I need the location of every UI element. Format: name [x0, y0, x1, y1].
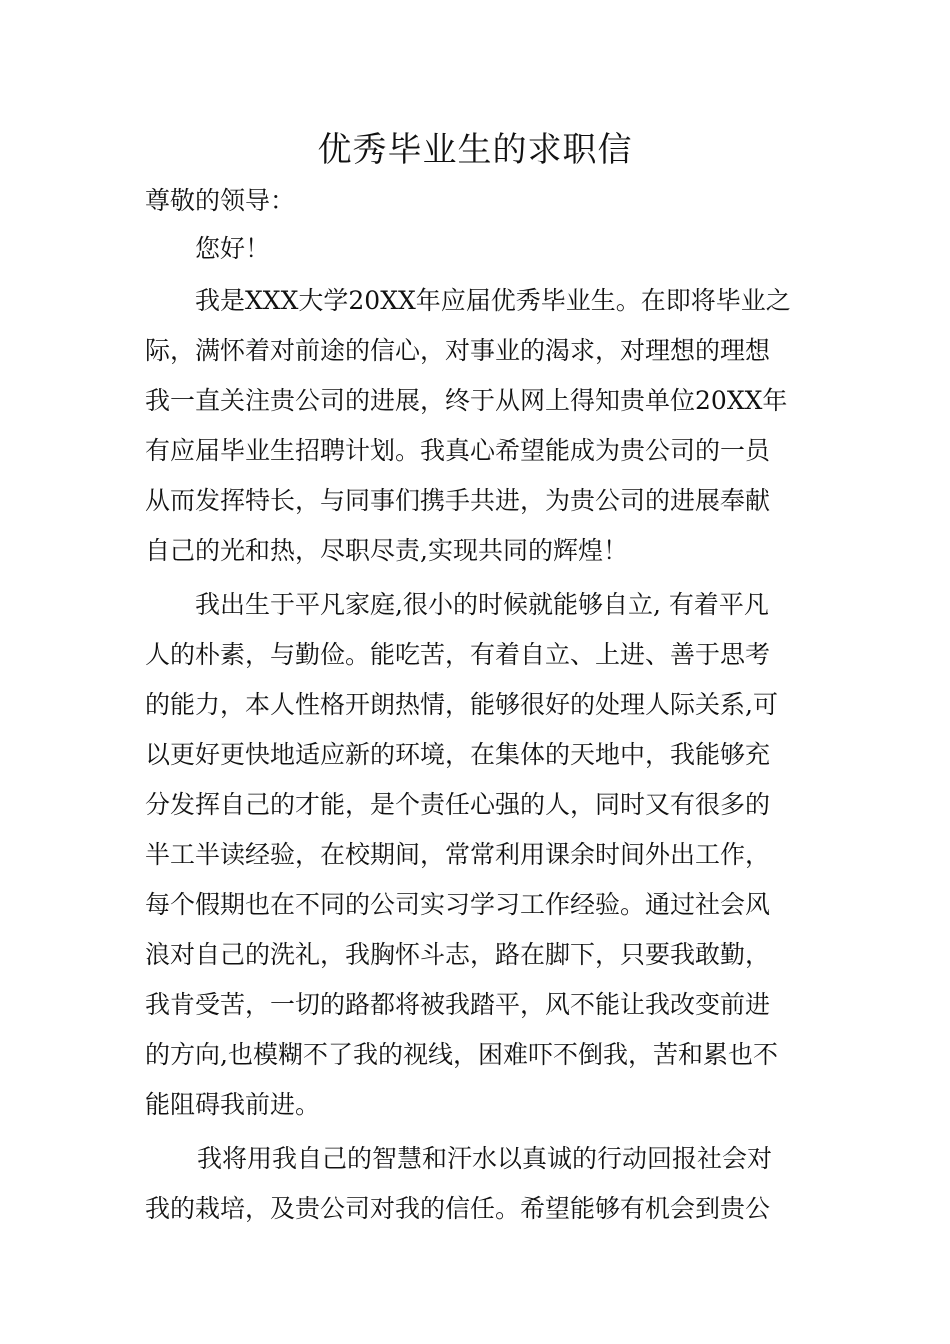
paragraph-2-line-2: 人的朴素，与勤俭。能吃苦，有着自立、上进、善于思考: [145, 640, 771, 669]
paragraph-2-line-8: 浪对自己的洗礼，我胸怀斗志，路在脚下，只要我敢勤，: [145, 940, 771, 969]
paragraph-1-line-4: 有应届毕业生招聘计划。我真心希望能成为贵公司的一员: [145, 436, 771, 465]
paragraph-2-line-10: 的方向,也模糊不了我的视线，困难吓不倒我，苦和累也不: [145, 1040, 778, 1069]
paragraph-3-line-2: 我的栽培，及贵公司对我的信任。希望能够有机会到贵公: [145, 1194, 771, 1223]
paragraph-2-line-3: 的能力，本人性格开朗热情，能够很好的处理人际关系,可: [145, 690, 778, 719]
paragraph-1-line-5: 从而发挥特长，与同事们携手共进，为贵公司的进展奉献: [145, 486, 771, 515]
paragraph-2-line-9: 我肯受苦，一切的路都将被我踏平，风不能让我改变前进: [145, 990, 771, 1019]
letter-body: [145, 176, 815, 1223]
paragraph-1-line-2: 际，满怀着对前途的信心，对事业的渴求，对理想的理想: [145, 336, 771, 365]
paragraph-3-line-1: 我将用我自己的智慧和汗水以真诚的行动回报社会对: [197, 1144, 773, 1173]
paragraph-2-line-1: 我出生于平凡家庭,很小的时候就能够自立, 有着平凡: [195, 590, 769, 619]
document-title: 优秀毕业生的求职信: [317, 130, 633, 170]
paragraph-2-line-11: 能阻碍我前进。: [145, 1090, 321, 1119]
paragraph-2-line-7: 每个假期也在不同的公司实习学习工作经验。通过社会风: [145, 890, 771, 919]
paragraph-2-line-4: 以更好更快地适应新的环境，在集体的天地中，我能够充: [145, 740, 771, 769]
paragraph-2-line-6: 半工半读经验，在校期间，常常利用课余时间外出工作，: [145, 840, 771, 869]
paragraph-1-line-6: 自己的光和热，尽职尽责,实现共同的辉煌！: [145, 536, 628, 565]
paragraph-2-line-5: 分发挥自己的才能，是个责任心强的人，同时又有很多的: [145, 790, 771, 819]
paragraph-1-line-3: 我一直关注贵公司的进展，终于从网上得知贵单位20XX年: [145, 386, 788, 415]
greeting-line: 您好！: [195, 234, 271, 263]
paragraph-1-line-1: 我是XXX大学20XX年应届优秀毕业生。在即将毕业之: [195, 286, 791, 315]
salutation-line: 尊敬的领导：: [145, 186, 296, 215]
